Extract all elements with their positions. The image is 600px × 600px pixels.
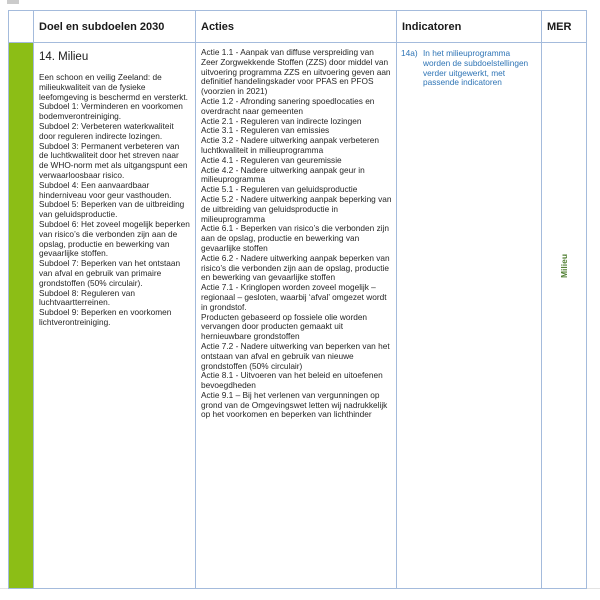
- actie-item: Actie 5.1 - Reguleren van geluidsproductie: [201, 184, 358, 195]
- actie-item: Actie 2.1 - Reguleren van indirecte lozingen: [201, 115, 362, 126]
- doel-line: Subdoel 2: Verbeteren waterkwaliteit door reguleren indirecte lozingen.: [39, 120, 174, 141]
- doel-cell: [34, 43, 196, 589]
- doel-line: Subdoel 9: Beperken en voorkomen lichtverontreiniging.: [39, 307, 172, 327]
- header-doel: Doel en subdoelen 2030: [34, 11, 196, 43]
- actie-item: Actie 8.1 - Uitvoeren van het beleid en uitoefenen bevoegdheden: [201, 370, 383, 391]
- acties-cell: [196, 43, 397, 589]
- actie-item: Actie 7.2 - Nadere uitwerking van beperken van het ontstaan van afval en gebruik van nieuwe grondstoffen (50% circulair): [201, 340, 390, 371]
- category-color-bar: [9, 43, 34, 589]
- page-edge-artifact: [7, 0, 19, 4]
- doel-line: Subdoel 6: Het zoveel mogelijk beperken van risico’s die verbonden zijn aan de opslag, productie en bewerking van gevaarlijke stoffen.: [39, 218, 190, 259]
- section-title: 14. Milieu: [39, 51, 89, 63]
- actie-item: Actie 6.2 - Nadere uitwerking aanpak beperken van risico’s die verbonden zijn aan de opslag, productie en bewerking van gevaarlijke stoffen: [201, 252, 390, 283]
- actie-item: Producten gebaseerd op fossiele olie worden vervangen door producten gemaakt uit hernieuwbare grondstoffen: [201, 311, 368, 342]
- indicator-ref: 14a): [401, 48, 418, 58]
- mer-cell: [542, 43, 587, 589]
- doel-line: Subdoel 4: Een aanvaardbaar hinderniveau voor geur vasthouden.: [39, 179, 172, 200]
- indicator-item: [401, 49, 538, 88]
- header-spacer-cell: [9, 11, 34, 43]
- doel-line: Subdoel 3: Permanent verbeteren van de luchtkwaliteit door het streven naar de WHO-norm met als uitgangspunt een verwaarloosbaar risico.: [39, 140, 188, 180]
- actie-item: Actie 6.1 - Beperken van risico’s die verbonden zijn aan de opslag, productie en bewerking van gevaarlijke stoffen: [201, 223, 390, 253]
- doel-line: Subdoel 5: Beperken van de uitbreiding van geluidsproductie.: [39, 199, 185, 220]
- table-row-milieu: [9, 43, 587, 589]
- header-mer: MER: [542, 11, 587, 43]
- indicatoren-cell: [397, 43, 542, 589]
- indicator-text: In het milieuprogramma worden de subdoelstellingen verder uitgewerkt, met passende indicatoren: [423, 48, 529, 88]
- actie-item: Actie 4.2 - Nadere uitwerking aanpak geur in milieuprogramma: [201, 164, 365, 185]
- actie-item: Actie 1.1 - Aanpak van diffuse verspreiding van Zeer Zorgwekkende Stoffen (ZZS) door middel van uitvoering programma ZZS en uitvoering geven aan definitief handelingskader voor PFAS en PFOS (voorzien in 2021): [201, 47, 391, 97]
- mer-vertical-label: Milieu: [559, 253, 569, 279]
- actie-item: Actie 4.1 - Reguleren van geuremissie: [201, 154, 342, 165]
- doel-line: Subdoel 8: Reguleren van luchtvaartterreinen.: [39, 287, 135, 308]
- doelen-acties-table: [8, 10, 587, 589]
- actie-item: Actie 1.2 - Afronding sanering spoedlocaties en overdracht naar gemeenten: [201, 95, 375, 116]
- actie-item: Actie 9.1 – Bij het verlenen van vergunningen op grond van de Omgevingswet letten wij nadrukkelijk op het voorkomen en beperken van lichthinder: [201, 389, 388, 420]
- actie-item: Actie 3.1 - Reguleren van emissies: [201, 125, 330, 136]
- header-indicatoren: Indicatoren: [397, 11, 542, 43]
- header-acties: Acties: [196, 11, 397, 43]
- actie-item: Actie 5.2 - Nadere uitwerking aanpak beperking van de uitbreiding van geluidsproductie in milieuprogramma: [201, 193, 392, 224]
- doel-line: Subdoel 7: Beperken van het ontstaan van afval en gebruik van primaire grondstoffen (50% circulair).: [39, 258, 181, 288]
- doel-line: Een schoon en veilig Zeeland: de milieukwaliteit van de fysieke leefomgeving is beschermd en versterkt.: [39, 72, 188, 102]
- doel-line: Subdoel 1: Verminderen en voorkomen bodemverontreiniging.: [39, 101, 183, 122]
- actie-item: Actie 7.1 - Kringlopen worden zoveel mogelijk – regionaal – gesloten, waarbij ‘afval’ omgezet wordt in grondstof.: [201, 282, 387, 312]
- header-row: [9, 11, 587, 43]
- actie-item: Actie 3.2 - Nadere uitwerking aanpak verbeteren luchtkwaliteit in milieuprogramma: [201, 135, 380, 155]
